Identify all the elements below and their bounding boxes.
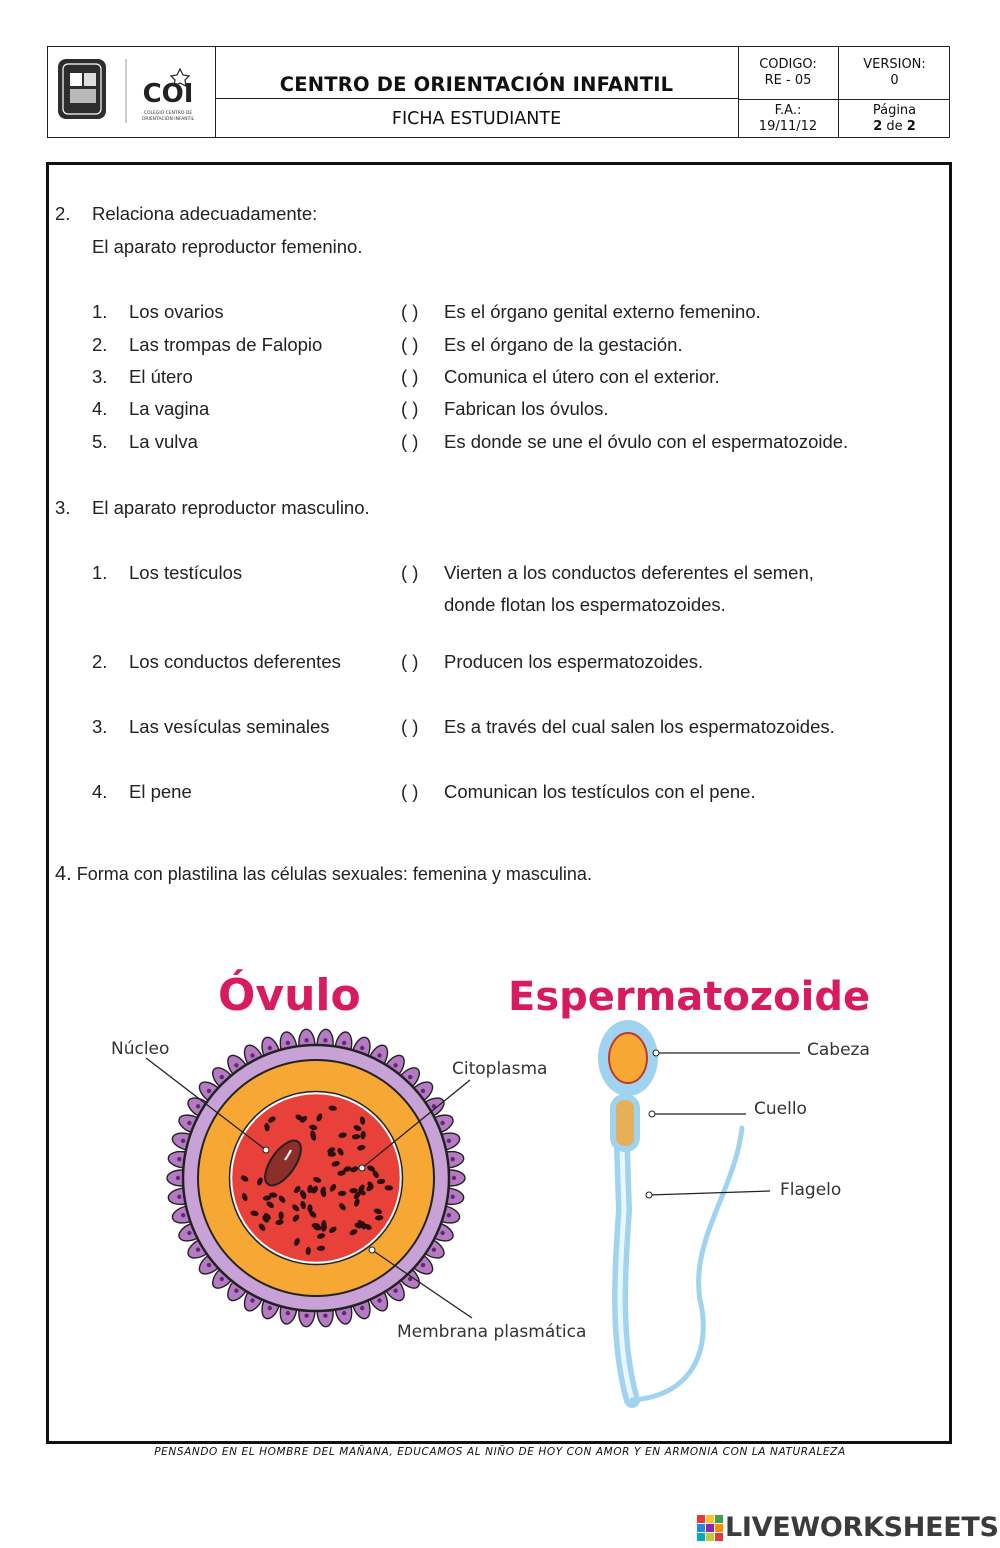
q3-item-number: 2. [92,651,108,672]
q2-item-definition: Fabrican los óvulos. [444,398,609,419]
q3-item-definition: Producen los espermatozoides. [444,651,704,672]
document-title: CENTRO DE ORIENTACIÓN INFANTIL [215,47,738,99]
q2-item-definition: Es donde se une el óvulo con el espermatozoide. [444,431,849,452]
follicle-cell-nucleus [432,1248,436,1252]
liveworksheets-brand: LIVEWORKSHEETS [725,1512,999,1543]
follicle-cell-nucleus [323,1038,327,1042]
q2-item-term: La vulva [129,431,198,452]
follicle-cell-nucleus [196,1248,200,1252]
q3-item-number: 4. [92,781,108,802]
follicle-cell-nucleus [187,1121,191,1125]
follicle-cell-nucleus [447,1213,451,1217]
ovum-title: Óvulo [218,970,361,1021]
follicle-cell-nucleus [393,1289,397,1293]
follicle-cell-nucleus [268,1306,272,1310]
follicle-cell-nucleus [323,1314,327,1318]
q4-text: Forma con plastilina las células sexuales: femenina y masculina. [76,864,592,884]
label-head: Cabeza [807,1040,870,1060]
page-label: Página [872,103,917,118]
follicle-cell-nucleus [268,1046,272,1050]
follicle-cell-nucleus [181,1139,185,1143]
label-neck: Cuello [754,1099,807,1119]
answer-blank[interactable]: ( ) [401,651,419,672]
q3-item-definition: Es a través del cual salen los espermatozoides. [444,716,835,737]
follicle-cell-nucleus [377,1298,381,1302]
follicle-cell-nucleus [177,1157,181,1161]
version-label: VERSION: [863,57,926,72]
follicle-cell-nucleus [421,1089,425,1093]
q2-item-definition: Es el órgano de la gestación. [444,334,683,355]
answer-blank[interactable]: ( ) [401,716,419,737]
svg-text:ORIENTACIÓN INFANTIL: ORIENTACIÓN INFANTIL [141,117,195,122]
follicle-cell-nucleus [451,1195,455,1199]
q2-item-term: El útero [129,366,193,387]
follicle-cell-nucleus [250,1053,254,1057]
q3-item-definition: Comunican los testículos con el pene. [444,781,756,802]
label-cytoplasm: Citoplasma [452,1059,548,1079]
sperm-drawing [598,1020,742,1400]
follicle-cell-nucleus [342,1041,346,1045]
answer-blank[interactable]: ( ) [401,431,419,452]
q4-number: 4. [55,863,72,885]
q3-item-number: 1. [92,562,108,583]
q2-heading: Relaciona adecuadamente: [92,203,318,224]
follicle-cell-nucleus [408,1075,412,1079]
q2-number: 2. [55,203,71,224]
follicle-cell-nucleus [393,1063,397,1067]
q2-item-definition: Es el órgano genital externo femenino. [444,301,761,322]
q2-item-term: Los ovarios [129,301,224,322]
follicle-cell-nucleus [207,1263,211,1267]
code-label: CODIGO: [759,57,817,72]
follicle-cell-nucleus [286,1041,290,1045]
follicle-cell-nucleus [440,1121,444,1125]
svg-text:COLEGIO CENTRO DE: COLEGIO CENTRO DE [143,111,193,116]
follicle-cell-nucleus [220,1277,224,1281]
follicle-cell-nucleus [447,1139,451,1143]
follicle-cell-nucleus [421,1263,425,1267]
answer-blank[interactable]: ( ) [401,334,419,355]
q2-item-definition: Comunica el útero con el exterior. [444,366,720,387]
q3-item-definition-cont: donde flotan los espermatozoides. [444,594,726,615]
answer-blank[interactable]: ( ) [401,398,419,419]
follicle-cell-nucleus [234,1063,238,1067]
follicle-cell-nucleus [360,1046,364,1050]
code-value: RE - 05 [764,73,812,88]
q2-item-term: La vagina [129,398,210,419]
q2-item-number: 3. [92,366,108,387]
q2-item-number: 1. [92,301,108,322]
follicle-cell-nucleus [377,1053,381,1057]
follicle-cell-nucleus [440,1231,444,1235]
q3-heading: El aparato reproductor masculino. [92,497,370,518]
label-flagellum: Flagelo [780,1180,842,1200]
follicle-cell-nucleus [234,1289,238,1293]
liveworksheets-icon [697,1515,723,1541]
follicle-cell-nucleus [207,1089,211,1093]
q3-item-definition: Vierten a los conductos deferentes el semen, [444,562,814,583]
follicle-cell-nucleus [304,1038,308,1042]
q2-item-number: 4. [92,398,108,419]
page-number: 2 de 2 [873,119,916,134]
q3-item-term: Las vesículas seminales [129,716,330,737]
follicle-cell-nucleus [181,1213,185,1217]
follicle-cell-nucleus [220,1075,224,1079]
logo-mark: COI [142,79,194,109]
follicle-cell-nucleus [187,1231,191,1235]
q2-item-number: 5. [92,431,108,452]
follicle-cell-nucleus [177,1195,181,1199]
school-motto: PENSANDO EN EL HOMBRE DEL MAÑANA, EDUCAMOS AL NIÑO DE HOY CON AMOR Y EN ARMONIA CON LA NATURALEZA [154,1446,846,1458]
follicle-cell-nucleus [250,1298,254,1302]
follicle-cell-nucleus [360,1306,364,1310]
q2-item-number: 2. [92,334,108,355]
follicle-cell-nucleus [196,1104,200,1108]
q2-item-term: Las trompas de Falopio [129,334,323,355]
q3-item-term: Los testículos [129,562,243,583]
fa-value: 19/11/12 [758,119,818,134]
q3-item-term: Los conductos deferentes [129,651,341,672]
answer-blank[interactable]: ( ) [401,366,419,387]
q3-item-term: El pene [129,781,192,802]
follicle-cell-nucleus [286,1311,290,1315]
q3-item-number: 3. [92,716,108,737]
q3-number: 3. [55,497,71,518]
follicle-cell-nucleus [304,1314,308,1318]
follicle-cell-nucleus [451,1157,455,1161]
answer-blank[interactable]: ( ) [401,562,419,583]
q2-subheading: El aparato reproductor femenino. [92,236,363,257]
answer-blank[interactable]: ( ) [401,781,419,802]
document-subtitle: FICHA ESTUDIANTE [391,109,562,129]
liveworksheets-logo [697,1512,999,1543]
follicle-cell-nucleus [176,1176,180,1180]
label-membrane: Membrana plasmática [397,1322,587,1342]
answer-blank[interactable]: ( ) [401,301,419,322]
follicle-cell-nucleus [342,1311,346,1315]
follicle-cell-nucleus [452,1176,456,1180]
label-nucleus: Núcleo [111,1039,170,1059]
version-value: 0 [890,73,899,88]
fa-label: F.A.: [774,103,802,118]
sperm-title: Espermatozoide [508,974,871,1020]
